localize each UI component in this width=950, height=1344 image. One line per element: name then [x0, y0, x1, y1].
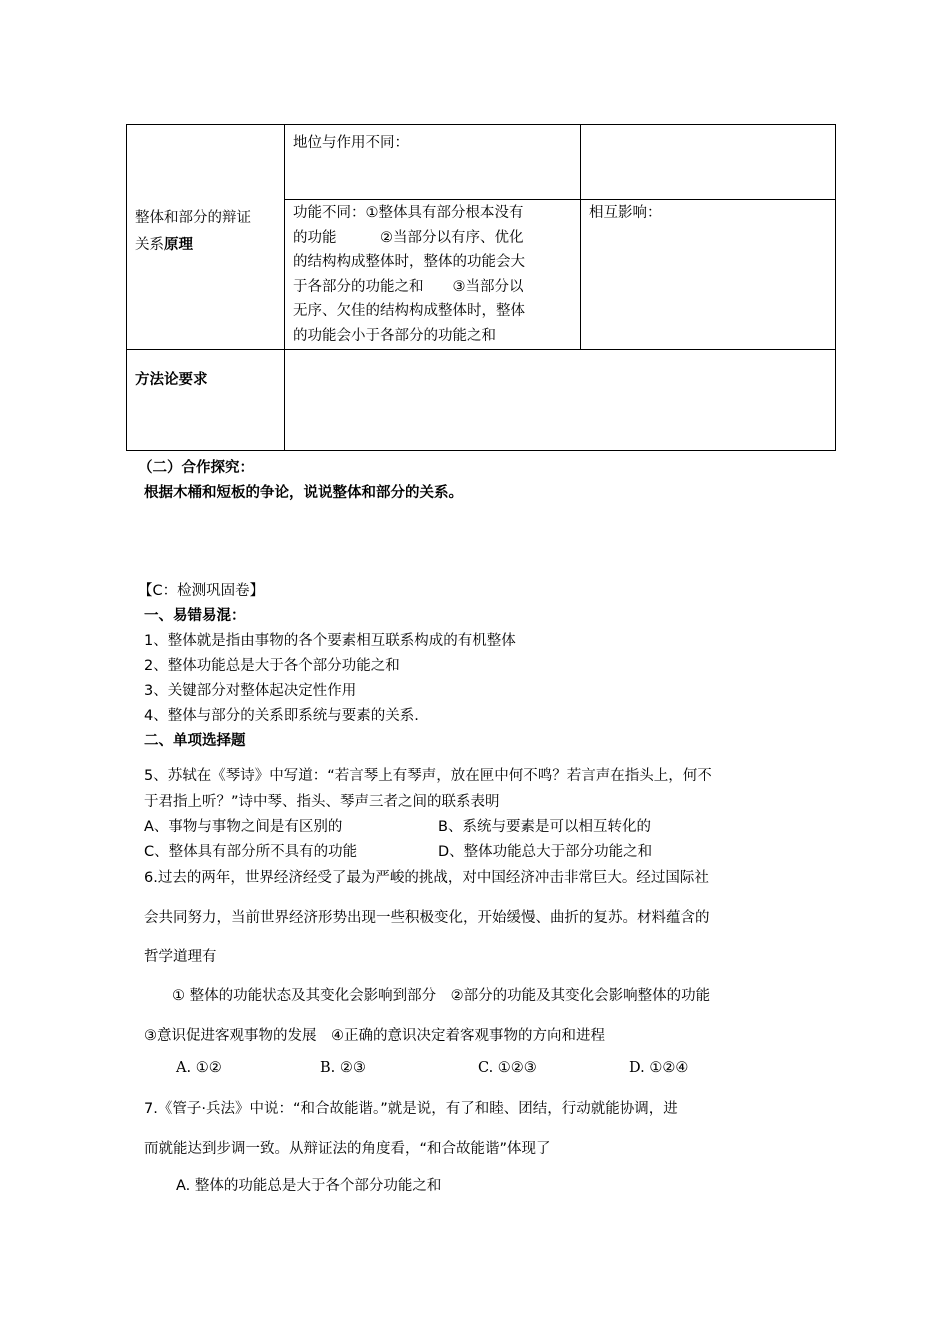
q6-option-a: A. ①② — [176, 1060, 222, 1076]
interaction-cell — [581, 200, 836, 350]
q5-line2: 于君指上听？”诗中琴、指头、琴声三者之间的联系表明 — [144, 794, 500, 810]
part1-item: 4、整体与部分的关系即系统与要素的关系. — [144, 708, 419, 724]
q6-option-c: C. ①②③ — [478, 1060, 537, 1076]
function-line: 于各部分的功能之和 ③当部分以 — [293, 278, 524, 295]
q6-line1: 6.过去的两年，世界经济经受了最为严峻的挑战，对中国经济冲击非常巨大。经过国际社 — [144, 870, 709, 886]
interaction-text: 相互影响： — [589, 205, 662, 221]
method-content-cell — [285, 350, 836, 451]
q6-line2: 会共同努力，当前世界经济形势出现一些积极变化，开始缓慢、曲折的复苏。材料蕴含的 — [144, 910, 710, 926]
coop-heading: （二）合作探究： — [138, 460, 254, 476]
function-line: 无序、欠佳的结构构成整体时，整体 — [293, 303, 525, 319]
part2-title: 二、单项选择题 — [144, 733, 246, 749]
q6-line3: 哲学道理有 — [144, 949, 217, 965]
q6-statement-2: ③意识促进客观事物的发展 ④正确的意识决定着客观事物的方向和进程 — [144, 1028, 605, 1044]
q7-line2: 而就能达到步调一致。从辩证法的角度看，“和合故能谐”体现了 — [144, 1141, 551, 1157]
status-cell — [285, 125, 581, 200]
q5-option-b: B、系统与要素是可以相互转化的 — [438, 819, 651, 835]
q6-statement-1: ① 整体的功能状态及其变化会影响到部分 ②部分的功能及其变化会影响整体的功能 — [172, 988, 711, 1004]
status-text: 地位与作用不同： — [293, 135, 409, 151]
part1-item: 1、整体就是指由事物的各个要素相互联系构成的有机整体 — [144, 633, 516, 649]
function-cell — [285, 200, 581, 350]
q6-option-d: D. ①②④ — [629, 1060, 689, 1076]
principle-table — [126, 124, 836, 451]
q5-option-a: A、事物与事物之间是有区别的 — [144, 819, 343, 835]
q7-line1: 7.《管子·兵法》中说：“和合故能谐。”就是说，有了和睦、团结，行动就能协调，进 — [144, 1101, 678, 1117]
q5-option-d: D、整体功能总大于部分功能之和 — [438, 844, 653, 860]
method-label: 方法论要求 — [135, 372, 208, 388]
method-label-cell — [127, 350, 285, 451]
part1-item: 2、整体功能总是大于各个部分功能之和 — [144, 658, 400, 674]
principle-label-line1: 整体和部分的辩证 — [135, 210, 251, 226]
coop-prompt: 根据木桶和短板的争论，说说整体和部分的关系。 — [144, 485, 463, 501]
q5-option-c: C、整体具有部分所不具有的功能 — [144, 844, 358, 860]
principle-label-cell — [127, 125, 285, 350]
status-blank-cell — [581, 125, 836, 200]
principle-label-line2-normal: 关系 — [135, 237, 164, 253]
part1-title: 一、易错易混： — [144, 608, 246, 624]
part1-item: 3、关键部分对整体起决定性作用 — [144, 683, 357, 699]
q6-option-b: B. ②③ — [320, 1060, 366, 1076]
function-line: 功能不同：①整体具有部分根本没有 — [293, 205, 524, 221]
principle-label-line2-bold: 原理 — [164, 237, 193, 253]
quiz-section-title: 【C：检测巩固卷】 — [138, 583, 265, 599]
q5-line1: 5、苏轼在《琴诗》中写道：“若言琴上有琴声，放在匣中何不鸣？若言声在指头上，何不 — [144, 768, 712, 784]
function-line: 的功能 ②当部分以有序、优化 — [293, 229, 524, 246]
function-line: 的结构构成整体时，整体的功能会大 — [293, 254, 525, 270]
q7-option-a: A. 整体的功能总是大于各个部分功能之和 — [176, 1178, 442, 1194]
function-line: 的功能会小于各部分的功能之和 — [293, 327, 496, 344]
